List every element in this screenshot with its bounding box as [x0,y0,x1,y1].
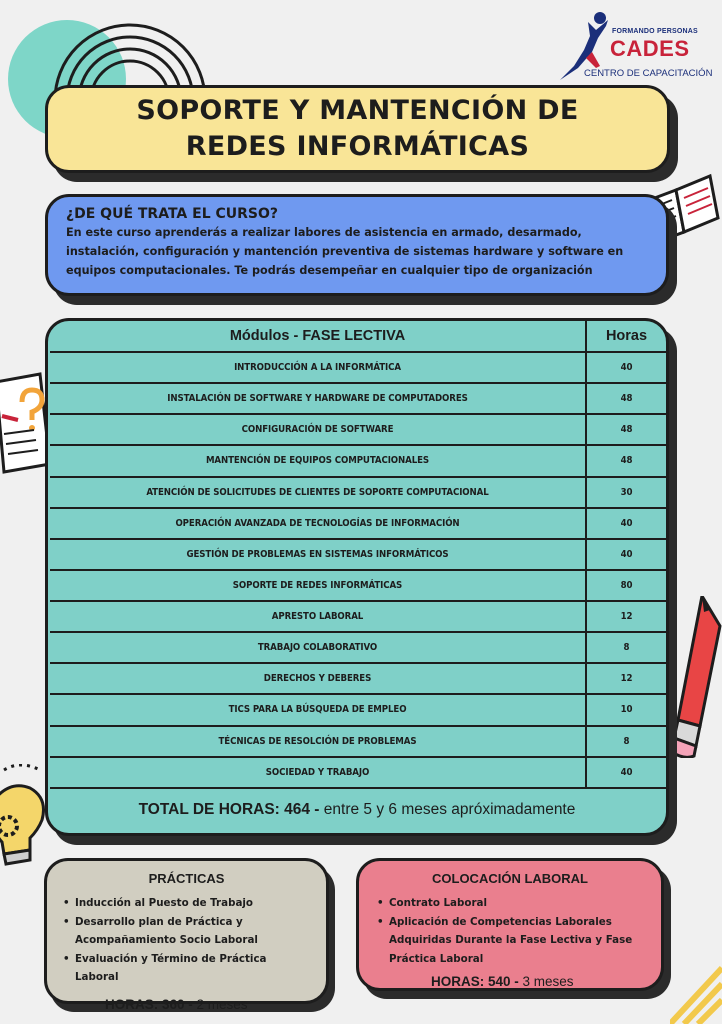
table-row [50,601,666,632]
stripes-decoration [670,948,722,1024]
modules-card [45,318,669,836]
placement-hours [375,974,645,989]
practice-card [44,858,329,1012]
placement-list [375,894,645,968]
module-hours: 8 [586,726,666,757]
table-row [50,445,666,476]
table-row [50,726,666,757]
about-heading: ¿DE QUÉ TRATA EL CURSO? [66,206,279,222]
module-name: APRESTO LABORAL [50,601,586,632]
module-name: TICS PARA LA BÚSQUEDA DE EMPLEO [50,694,586,725]
module-hours: 80 [586,570,666,601]
table-row [50,508,666,539]
list-item: • Desarrollo plan de Práctica y Acompañamiento Socio Laboral [61,913,312,950]
list-item: • Contrato Laboral [375,894,645,913]
title-line-1: SOPORTE Y MANTENCIÓN DE [136,95,579,126]
placement-hours-label: HORAS: 540 - [431,974,519,989]
logo-tagline: FORMANDO PERSONAS [612,28,698,35]
header-module: Módulos - FASE LECTIVA [50,321,586,352]
table-row [50,539,666,570]
module-hours: 12 [586,601,666,632]
module-name: SOPORTE DE REDES INFORMÁTICAS [50,570,586,601]
module-hours: 12 [586,663,666,694]
table-row [50,663,666,694]
module-hours: 40 [586,757,666,788]
module-name: CONFIGURACIÓN DE SOFTWARE [50,414,586,445]
modules-table [50,321,666,789]
practice-title: PRÁCTICAS [148,871,225,886]
module-hours: 40 [586,352,666,383]
module-name: MANTENCIÓN DE EQUIPOS COMPUTACIONALES [50,445,586,476]
logo-brand: CADES [610,36,690,61]
table-row [50,414,666,445]
about-card [45,194,669,296]
table-row [50,383,666,414]
list-item: • Evaluación y Término de Práctica Laboral [61,950,312,987]
list-item: • Inducción al Puesto de Trabajo [61,894,312,913]
module-name: DERECHOS Y DEBERES [50,663,586,694]
practice-list [61,894,312,987]
pencil-icon [670,596,722,758]
logo-subtitle: CENTRO DE CAPACITACIÓN [584,68,713,79]
table-row [50,477,666,508]
module-hours: 48 [586,383,666,414]
placement-hours-suffix: 3 meses [518,974,574,989]
module-hours: 30 [586,477,666,508]
cades-logo [556,10,716,84]
table-row [50,694,666,725]
practice-hours [61,997,312,1012]
list-item: • Aplicación de Competencias Laborales Adquiridas Durante la Fase Lectiva y Fase Práctica Laboral [375,913,645,969]
module-name: TÉCNICAS DE RESOLCIÓN DE PROBLEMAS [50,726,586,757]
header-hours: Horas [586,321,666,352]
table-row [50,632,666,663]
total-hours [48,801,666,819]
module-name: OPERACIÓN AVANZADA DE TECNOLOGÍAS DE INFORMACIÓN [50,508,586,539]
table-header-row [50,321,666,352]
total-hours-suffix: entre 5 y 6 meses apróximadamente [319,801,576,818]
module-name: TRABAJO COLABORATIVO [50,632,586,663]
module-hours: 8 [586,632,666,663]
practice-hours-label: HORAS: 360 - [105,996,193,1012]
placement-card [356,858,664,991]
module-name: SOCIEDAD Y TRABAJO [50,757,586,788]
about-text: En este curso aprenderás a realizar labores de asistencia en armado, desarmado, instalación, configuración y mantención preventiva de sistemas hardware y software en equipos computacionales. Te podrás desempeñar en cualquier tipo de organización [66,226,624,277]
module-name: GESTIÓN DE PROBLEMAS EN SISTEMAS INFORMÁTICOS [50,539,586,570]
total-hours-label: TOTAL DE HORAS: 464 - [138,801,320,818]
module-hours: 48 [586,445,666,476]
table-row [50,352,666,383]
module-name: ATENCIÓN DE SOLICITUDES DE CLIENTES DE SOPORTE COMPUTACIONAL [50,477,586,508]
module-name: INTRODUCCIÓN A LA INFORMÁTICA [50,352,586,383]
module-hours: 10 [586,694,666,725]
title-card [45,85,670,173]
placement-title: COLOCACIÓN LABORAL [432,871,588,886]
module-name: INSTALACIÓN DE SOFTWARE Y HARDWARE DE COMPUTADORES [50,383,586,414]
title-line-2: REDES INFORMÁTICAS [185,131,530,162]
page-title [136,93,578,165]
table-row [50,570,666,601]
module-hours: 40 [586,539,666,570]
module-hours: 40 [586,508,666,539]
module-hours: 48 [586,414,666,445]
table-row [50,757,666,788]
practice-hours-suffix: 2 meses [192,996,248,1012]
